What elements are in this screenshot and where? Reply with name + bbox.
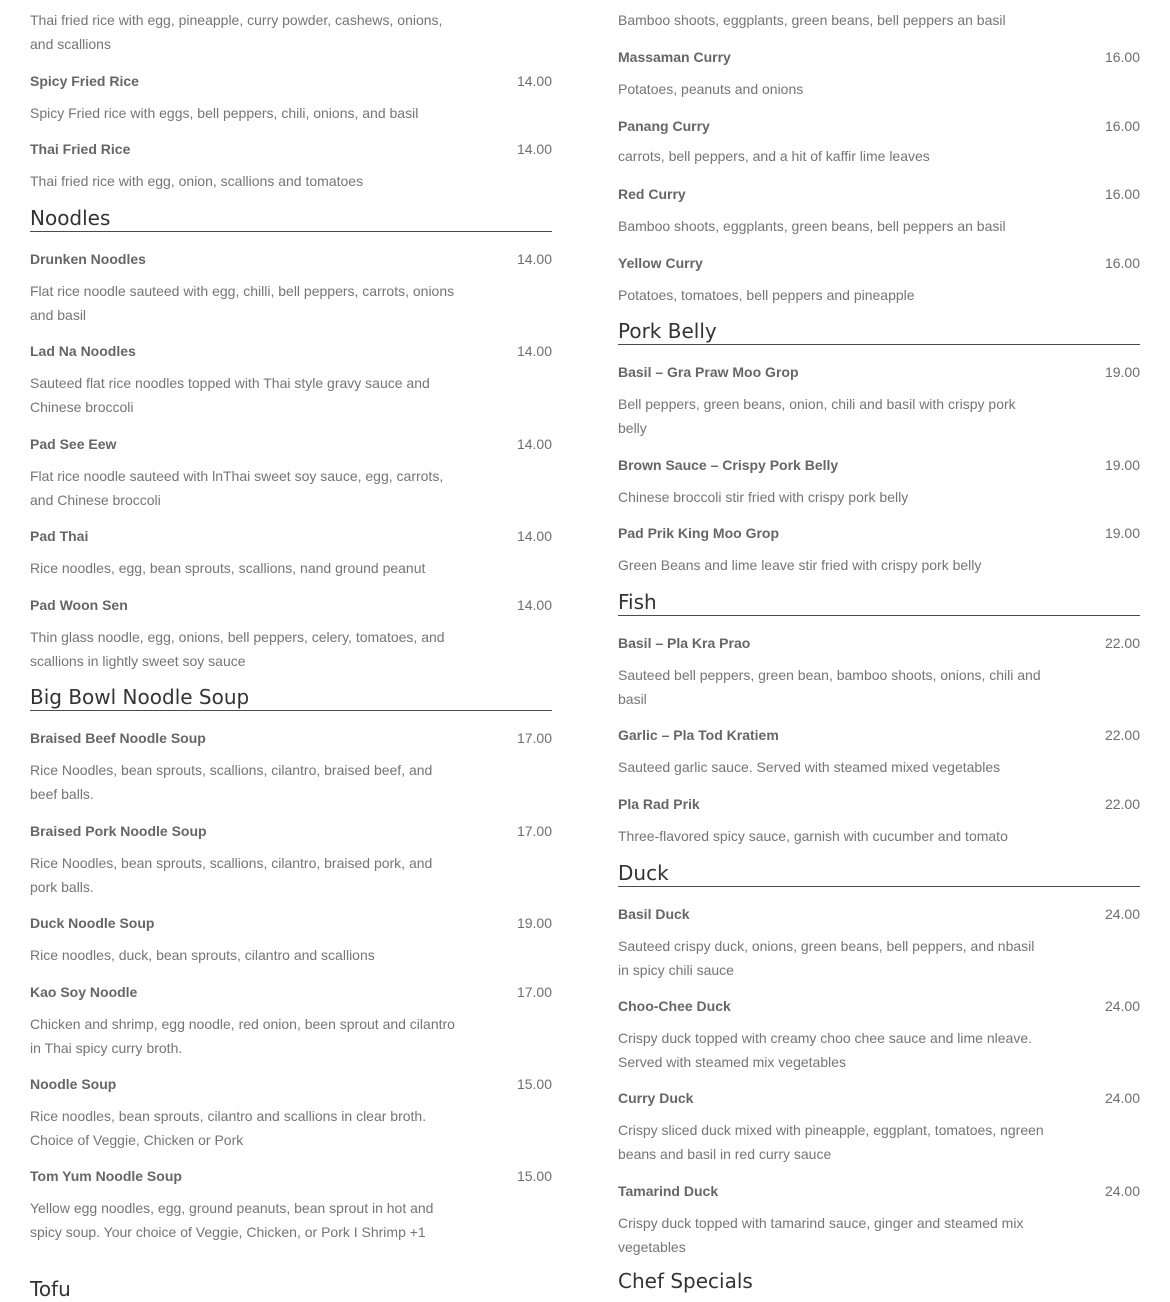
item-name: Yellow Curry (618, 255, 703, 271)
item-price: 24.00 (1104, 1090, 1140, 1106)
item-name: Noodle Soup (30, 1076, 117, 1092)
item-name: Tom Yum Noodle Soup (30, 1168, 182, 1184)
item-description: Potatoes, peanuts and onions (618, 81, 804, 97)
item-description: carrots, bell peppers, and a hit of kaffir lime leaves (618, 148, 930, 164)
item-price: 14.00 (516, 73, 552, 89)
item-description: Sauteed garlic sauce. Served with steamed mixed vegetables (618, 759, 1001, 775)
category-title: Noodles (30, 206, 111, 230)
item-description: Crispy duck topped with creamy choo chee sauce and lime nleave. Served with steamed mix vegetables (618, 1030, 1032, 1070)
menu-item (618, 904, 1140, 978)
menu-item (618, 184, 1140, 234)
item-price: 16.00 (1104, 186, 1140, 202)
menu-item (618, 455, 1140, 505)
item-description: Potatoes, tomatoes, bell peppers and pineapple (618, 287, 915, 303)
item-name: Spicy Fried Rice (30, 73, 139, 89)
item-name: Braised Beef Noodle Soup (30, 730, 206, 746)
item-description: Crispy duck topped with tamarind sauce, ginger and steamed mix vegetables (618, 1215, 1024, 1255)
item-name: Kao Soy Noodle (30, 984, 138, 1000)
category-title: Chef Specials (618, 1269, 753, 1293)
item-name: Thai Fried Rice (30, 141, 131, 157)
item-description: Chinese broccoli stir fried with crispy pork belly (618, 489, 909, 505)
item-price: 19.00 (1104, 525, 1140, 541)
menu-item (618, 1088, 1140, 1162)
item-description: Thai fried rice with egg, pineapple, curry powder, cashews, onions, and scallions (30, 12, 443, 52)
item-name: Tamarind Duck (618, 1183, 719, 1199)
item-name: Basil – Pla Kra Prao (618, 635, 751, 651)
menu-item (30, 982, 552, 1056)
menu-item (30, 821, 552, 895)
item-name: Massaman Curry (618, 49, 731, 65)
item-name: Red Curry (618, 186, 686, 202)
category-title: Duck (618, 861, 669, 885)
category-title: Fish (618, 590, 657, 614)
menu-item (618, 523, 1140, 573)
item-price: 22.00 (1104, 727, 1140, 743)
item-price: 16.00 (1104, 49, 1140, 65)
item-description: Sauteed flat rice noodles topped with Thai style gravy sauce and Chinese broccoli (30, 375, 430, 415)
item-price: 24.00 (1104, 906, 1140, 922)
item-price: 22.00 (1104, 635, 1140, 651)
category-title: Pork Belly (618, 319, 717, 343)
item-name: Basil Duck (618, 906, 690, 922)
menu-item (30, 341, 552, 415)
item-name: Curry Duck (618, 1090, 694, 1106)
item-price: 14.00 (516, 436, 552, 452)
menu-item (618, 996, 1140, 1070)
item-name: Drunken Noodles (30, 251, 146, 267)
item-description: Spicy Fried rice with eggs, bell peppers, chili, onions, and basil (30, 105, 419, 121)
item-price: 14.00 (516, 528, 552, 544)
item-name: Lad Na Noodles (30, 343, 136, 359)
item-name: Garlic – Pla Tod Kratiem (618, 727, 779, 743)
menu-item (30, 1074, 552, 1148)
item-description: Sauteed crispy duck, onions, green beans, bell peppers, and nbasil in spicy chili sauce (618, 938, 1035, 978)
menu-item (30, 1166, 552, 1240)
item-name: Brown Sauce – Crispy Pork Belly (618, 457, 839, 473)
item-price: 17.00 (516, 823, 552, 839)
item-name: Pad See Eew (30, 436, 117, 452)
category-heading-fish (618, 589, 1140, 616)
item-price: 19.00 (1104, 457, 1140, 473)
menu-item (30, 595, 552, 669)
menu-item (30, 728, 552, 802)
item-description: Three-flavored spicy sauce, garnish with cucumber and tomato (618, 828, 1008, 844)
item-name: Braised Pork Noodle Soup (30, 823, 207, 839)
item-price: 17.00 (516, 730, 552, 746)
item-price: 24.00 (1104, 1183, 1140, 1199)
item-price: 15.00 (516, 1076, 552, 1092)
item-description: Bamboo shoots, eggplants, green beans, bell peppers an basil (618, 218, 1006, 234)
menu-item (618, 794, 1140, 844)
item-description: Rice Noodles, bean sprouts, scallions, cilantro, braised beef, and beef balls. (30, 762, 433, 802)
category-heading-chef-specials (618, 1268, 1140, 1294)
menu-item (30, 526, 552, 576)
menu-item (618, 362, 1140, 436)
menu-item (618, 253, 1140, 303)
menu-item (618, 47, 1140, 97)
category-heading-noodle-soup (30, 684, 552, 711)
item-description: Bamboo shoots, eggplants, green beans, bell peppers an basil (618, 12, 1006, 28)
item-description: Rice noodles, egg, bean sprouts, scallions, nand ground peanut (30, 560, 426, 576)
item-price: 19.00 (1104, 364, 1140, 380)
item-description: Rice noodles, bean sprouts, cilantro and scallions in clear broth. Choice of Veggie, Chicken or Pork (30, 1108, 427, 1148)
item-price: 16.00 (1104, 118, 1140, 134)
menu-item (30, 139, 552, 189)
menu-item (30, 434, 552, 508)
category-heading-tofu (30, 1276, 552, 1302)
item-description: Flat rice noodle sauteed with egg, chilli, bell peppers, carrots, onions and basil (30, 283, 455, 323)
category-heading-duck (618, 860, 1140, 887)
category-heading-noodles (30, 205, 552, 232)
item-name: Pad Prik King Moo Grop (618, 525, 780, 541)
menu-item (30, 249, 552, 323)
item-name: Panang Curry (618, 118, 710, 134)
menu-item (30, 913, 552, 963)
item-description: Thin glass noodle, egg, onions, bell peppers, celery, tomatoes, and scallions in lightly sweet soy sauce (30, 629, 445, 669)
menu-item (618, 633, 1140, 707)
item-price: 24.00 (1104, 998, 1140, 1014)
item-name: Basil – Gra Praw Moo Grop (618, 364, 799, 380)
item-name: Choo-Chee Duck (618, 998, 731, 1014)
item-description: Rice noodles, duck, bean sprouts, cilantro and scallions (30, 947, 375, 963)
menu-item (618, 1181, 1140, 1255)
category-title: Tofu (30, 1277, 71, 1301)
category-title: Big Bowl Noodle Soup (30, 685, 250, 709)
item-name: Pla Rad Prik (618, 796, 700, 812)
item-name: Pad Thai (30, 528, 89, 544)
item-name: Pad Woon Sen (30, 597, 128, 613)
item-description: Green Beans and lime leave stir fried with crispy pork belly (618, 557, 982, 573)
item-price: 16.00 (1104, 255, 1140, 271)
item-description: Rice Noodles, bean sprouts, scallions, cilantro, braised pork, and pork balls. (30, 855, 433, 895)
item-price: 14.00 (516, 141, 552, 157)
item-description: Thai fried rice with egg, onion, scallions and tomatoes (30, 173, 364, 189)
item-price: 14.00 (516, 343, 552, 359)
item-price: 19.00 (516, 915, 552, 931)
item-price: 17.00 (516, 984, 552, 1000)
menu-item (618, 725, 1140, 775)
item-description: Yellow egg noodles, egg, ground peanuts, bean sprout in hot and spicy soup. Your choice of Veggie, Chicken, or Pork I Shrimp +1 (30, 1200, 434, 1240)
item-description: Chicken and shrimp, egg noodle, red onion, been sprout and cilantro in Thai spicy curry broth. (30, 1016, 455, 1056)
category-heading-pork-belly (618, 318, 1140, 345)
item-price: 14.00 (516, 251, 552, 267)
item-description: Flat rice noodle sauteed with lnThai sweet soy sauce, egg, carrots, and Chinese broccoli (30, 468, 444, 508)
item-name: Duck Noodle Soup (30, 915, 155, 931)
item-description: Crispy sliced duck mixed with pineapple, eggplant, tomatoes, ngreen beans and basil in red curry sauce (618, 1122, 1044, 1162)
item-description: Bell peppers, green beans, onion, chili and basil with crispy pork belly (618, 396, 1016, 436)
item-description: Sauteed bell peppers, green bean, bamboo shoots, onions, chili and basil (618, 667, 1041, 707)
item-price: 22.00 (1104, 796, 1140, 812)
menu-item (30, 71, 552, 121)
menu-item (618, 116, 1140, 164)
item-price: 15.00 (516, 1168, 552, 1184)
item-price: 14.00 (516, 597, 552, 613)
